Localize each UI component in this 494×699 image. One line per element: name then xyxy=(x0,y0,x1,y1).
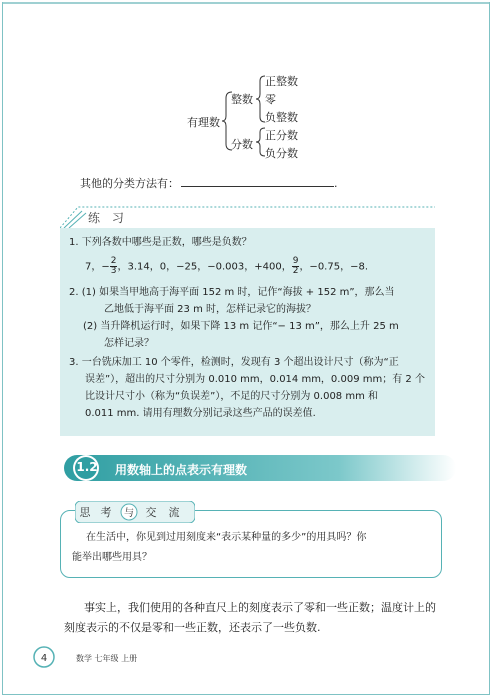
frac2-den: 2 xyxy=(292,266,299,276)
think-char-4: 交 xyxy=(145,506,157,519)
question-3-line4: 0.011 mm. 请用有理数分别记录这些产品的误差值. xyxy=(85,408,316,419)
paragraph-line-1: 事实上，我们使用的各种直尺上的刻度表示了零和一些正数；温度计上的 xyxy=(84,601,436,614)
section-number: 1.2 xyxy=(76,460,98,474)
paragraph-line-2: 刻度表示的不仅是零和一些正数，还表示了一些负数. xyxy=(64,621,321,634)
question-3-line3: 比设计尺寸小（称为“负误差”），不足的尺寸分别为 0.008 mm 和 xyxy=(85,391,379,402)
positive-integer-label: 正整数 xyxy=(265,75,298,88)
zero-label: 零 xyxy=(265,93,276,106)
positive-fraction-label: 正分数 xyxy=(265,129,298,142)
question-2b: (2) 当升降机运行时，如果下降 13 m 记作“− 13 m”，那么上升 25 m xyxy=(83,321,399,332)
question-3-line1: 3. 一台铣床加工 10 个零件，检测时，发现有 3 个超出设计尺寸（称为“正 xyxy=(69,357,399,368)
think-char-1: 思 xyxy=(79,506,91,519)
question-1: 1. 下列各数中哪些是正数，哪些是负数？ xyxy=(69,237,252,248)
footer-book-title: 数学 七年级 上册 xyxy=(76,654,138,663)
frac1-den: 3 xyxy=(110,266,117,276)
classification-tree xyxy=(0,0,494,170)
fraction-label: 分数 xyxy=(231,138,253,151)
question-1-numbers xyxy=(85,257,368,276)
think-discuss-text xyxy=(72,528,432,568)
question-2a-cont: 乙地低于海平面 23 m 时，怎样记录它的海拔？ xyxy=(104,304,317,315)
exercise-title: 练 习 xyxy=(88,211,128,225)
question-2b-cont: 怎样记录？ xyxy=(104,338,154,349)
period: . xyxy=(334,177,338,190)
think-char-3: 与 xyxy=(124,508,134,519)
negative-integer-label: 负整数 xyxy=(265,111,298,124)
q1-part-2: ，3.14，0，−25，−0.003，+400， xyxy=(117,261,292,273)
question-2a: 2. (1) 如果当甲地高于海平面 152 m 时，记作“海拔 + 152 m”，那么当 xyxy=(69,287,395,298)
integer-label: 整数 xyxy=(231,93,253,106)
q1-part-3: ，−0.75，−8. xyxy=(299,261,369,273)
other-methods-line xyxy=(80,175,338,191)
frac1-num: 2 xyxy=(110,256,117,266)
question-3-line2: 误差”），超出的尺寸分别为 0.010 mm，0.014 mm，0.009 mm；有 2 个 xyxy=(85,374,425,385)
think-char-2: 考 xyxy=(100,506,112,519)
rational-label: 有理数 xyxy=(187,116,220,129)
section-title: 用数轴上的点表示有理数 xyxy=(115,463,248,477)
negative-fraction-label: 负分数 xyxy=(265,147,298,160)
page-number: 4 xyxy=(40,653,48,664)
other-methods-label: 其他的分类方法有： xyxy=(80,177,179,190)
answer-blank[interactable] xyxy=(181,176,334,187)
page-number-badge xyxy=(33,646,55,668)
think-char-5: 流 xyxy=(168,506,180,519)
think-line-2: 能举出哪些用具？ xyxy=(72,552,152,563)
q1-part-1: 7，− xyxy=(85,261,110,273)
think-line-1: 在生活中，你见到过用刻度来“表示某种量的多少”的用具吗？你 xyxy=(86,532,367,543)
frac2-num: 9 xyxy=(292,256,299,266)
